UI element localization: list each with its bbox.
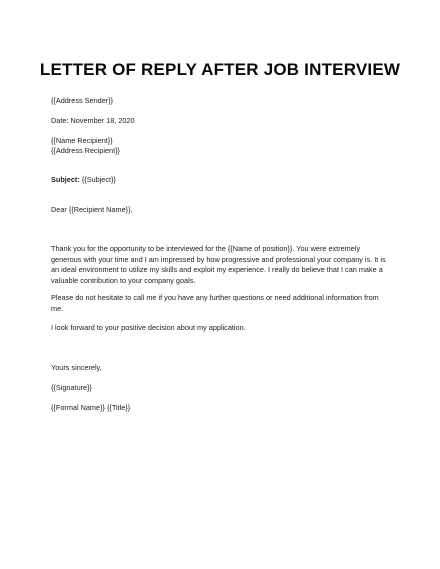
signature-placeholder: {{Signature}} (51, 383, 92, 392)
paragraph-thanks (51, 244, 396, 286)
paragraph-line: me. (51, 303, 64, 313)
letter-date: Date: November 18, 2020 (51, 116, 135, 125)
paragraph-line: generous with your time and I am impressed by how progressive and professional your company is. It is (51, 254, 386, 264)
closing: Yours sincerely, (51, 363, 102, 372)
paragraph-line: an ideal environment to utilize my skills and exploit my experience. I really do believe that I can make a (51, 265, 383, 275)
document-title: LETTER OF REPLY AFTER JOB INTERVIEW (39, 60, 401, 79)
subject-line (51, 175, 116, 186)
formal-name: {{Formal Name}} {{Title}} (51, 403, 131, 412)
paragraph-line: Thank you for the opportunity to be interviewed for the {{Name of position}}. You were extremely (51, 244, 361, 253)
subject-label: Subject: (51, 175, 80, 184)
paragraph-line: Please do not hesitate to call me if you have any further questions or need additional information from (51, 293, 379, 302)
salutation: Dear {{Recipient Name}}, (51, 205, 133, 214)
recipient-address: {{Address Recipient}} (51, 146, 120, 155)
subject-value: {{Subject}} (79, 175, 116, 184)
sender-address: {{Address Sender}} (51, 96, 114, 105)
recipient-name: {{Name Recipient}} (51, 136, 113, 145)
paragraph-contact (51, 293, 396, 314)
paragraph-closing-remark: I look forward to your positive decision about my application. (51, 323, 246, 332)
paragraph-line: valuable contribution to your company goals. (51, 275, 196, 285)
